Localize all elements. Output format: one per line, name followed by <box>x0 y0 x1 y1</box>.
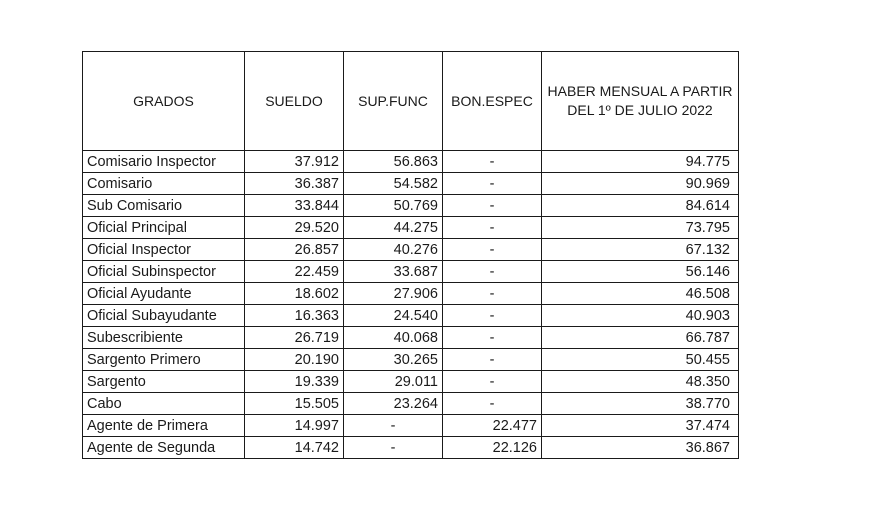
cell-grado: Cabo <box>83 393 245 415</box>
cell-sueldo: 20.190 <box>245 349 344 371</box>
salary-table <box>82 51 739 459</box>
cell-sueldo: 29.520 <box>245 217 344 239</box>
cell-haber: 90.969 <box>542 173 739 195</box>
header-haber-mensual: HABER MENSUAL A PARTIR DEL 1º DE JULIO 2022 <box>542 52 739 151</box>
cell-bon-espec: - <box>443 371 542 393</box>
cell-grado: Subescribiente <box>83 327 245 349</box>
cell-sueldo: 14.742 <box>245 437 344 459</box>
cell-haber: 84.614 <box>542 195 739 217</box>
cell-grado: Sargento <box>83 371 245 393</box>
table-row <box>83 371 739 393</box>
cell-sueldo: 22.459 <box>245 261 344 283</box>
cell-haber: 67.132 <box>542 239 739 261</box>
cell-sup-func: 33.687 <box>344 261 443 283</box>
table-row <box>83 239 739 261</box>
table-row <box>83 151 739 173</box>
cell-bon-espec: - <box>443 283 542 305</box>
cell-grado: Oficial Principal <box>83 217 245 239</box>
cell-sup-func: 40.068 <box>344 327 443 349</box>
cell-sueldo: 15.505 <box>245 393 344 415</box>
table-row <box>83 415 739 437</box>
cell-grado: Sub Comisario <box>83 195 245 217</box>
cell-sup-func: 30.265 <box>344 349 443 371</box>
header-sup-func: SUP.FUNC <box>344 52 443 151</box>
cell-sueldo: 36.387 <box>245 173 344 195</box>
cell-grado: Oficial Ayudante <box>83 283 245 305</box>
cell-grado: Comisario <box>83 173 245 195</box>
cell-sueldo: 37.912 <box>245 151 344 173</box>
cell-grado: Sargento Primero <box>83 349 245 371</box>
table-row <box>83 173 739 195</box>
cell-haber: 56.146 <box>542 261 739 283</box>
cell-sueldo: 16.363 <box>245 305 344 327</box>
cell-haber: 38.770 <box>542 393 739 415</box>
cell-haber: 36.867 <box>542 437 739 459</box>
cell-sup-func: 44.275 <box>344 217 443 239</box>
cell-sueldo: 19.339 <box>245 371 344 393</box>
cell-sup-func: - <box>344 437 443 459</box>
cell-sup-func: 27.906 <box>344 283 443 305</box>
cell-bon-espec: - <box>443 217 542 239</box>
cell-sup-func: 23.264 <box>344 393 443 415</box>
cell-bon-espec: - <box>443 239 542 261</box>
table-row <box>83 195 739 217</box>
cell-haber: 66.787 <box>542 327 739 349</box>
cell-haber: 73.795 <box>542 217 739 239</box>
cell-sueldo: 26.719 <box>245 327 344 349</box>
cell-sup-func: 50.769 <box>344 195 443 217</box>
cell-sup-func: 54.582 <box>344 173 443 195</box>
cell-grado: Agente de Segunda <box>83 437 245 459</box>
table-row <box>83 283 739 305</box>
header-grados: GRADOS <box>83 52 245 151</box>
cell-sueldo: 33.844 <box>245 195 344 217</box>
header-sueldo: SUELDO <box>245 52 344 151</box>
cell-sup-func: 24.540 <box>344 305 443 327</box>
cell-bon-espec: 22.477 <box>443 415 542 437</box>
cell-sup-func: 56.863 <box>344 151 443 173</box>
cell-sueldo: 14.997 <box>245 415 344 437</box>
cell-bon-espec: - <box>443 173 542 195</box>
cell-grado: Oficial Inspector <box>83 239 245 261</box>
cell-bon-espec: - <box>443 305 542 327</box>
table-row <box>83 393 739 415</box>
cell-bon-espec: - <box>443 327 542 349</box>
table-row <box>83 437 739 459</box>
cell-haber: 46.508 <box>542 283 739 305</box>
cell-bon-espec: - <box>443 393 542 415</box>
table-body <box>83 151 739 459</box>
cell-grado: Comisario Inspector <box>83 151 245 173</box>
cell-sup-func: 29.011 <box>344 371 443 393</box>
table-header-row <box>83 52 739 151</box>
table-row <box>83 305 739 327</box>
cell-grado: Agente de Primera <box>83 415 245 437</box>
cell-bon-espec: - <box>443 349 542 371</box>
table-row <box>83 217 739 239</box>
cell-grado: Oficial Subayudante <box>83 305 245 327</box>
table-row <box>83 349 739 371</box>
cell-bon-espec: - <box>443 195 542 217</box>
cell-bon-espec: - <box>443 261 542 283</box>
cell-haber: 94.775 <box>542 151 739 173</box>
table-row <box>83 261 739 283</box>
cell-sup-func: - <box>344 415 443 437</box>
header-bon-espec: BON.ESPEC <box>443 52 542 151</box>
cell-haber: 40.903 <box>542 305 739 327</box>
cell-grado: Oficial Subinspector <box>83 261 245 283</box>
cell-sueldo: 26.857 <box>245 239 344 261</box>
cell-haber: 50.455 <box>542 349 739 371</box>
cell-haber: 37.474 <box>542 415 739 437</box>
cell-haber: 48.350 <box>542 371 739 393</box>
table-row <box>83 327 739 349</box>
cell-bon-espec: - <box>443 151 542 173</box>
cell-bon-espec: 22.126 <box>443 437 542 459</box>
cell-sup-func: 40.276 <box>344 239 443 261</box>
cell-sueldo: 18.602 <box>245 283 344 305</box>
